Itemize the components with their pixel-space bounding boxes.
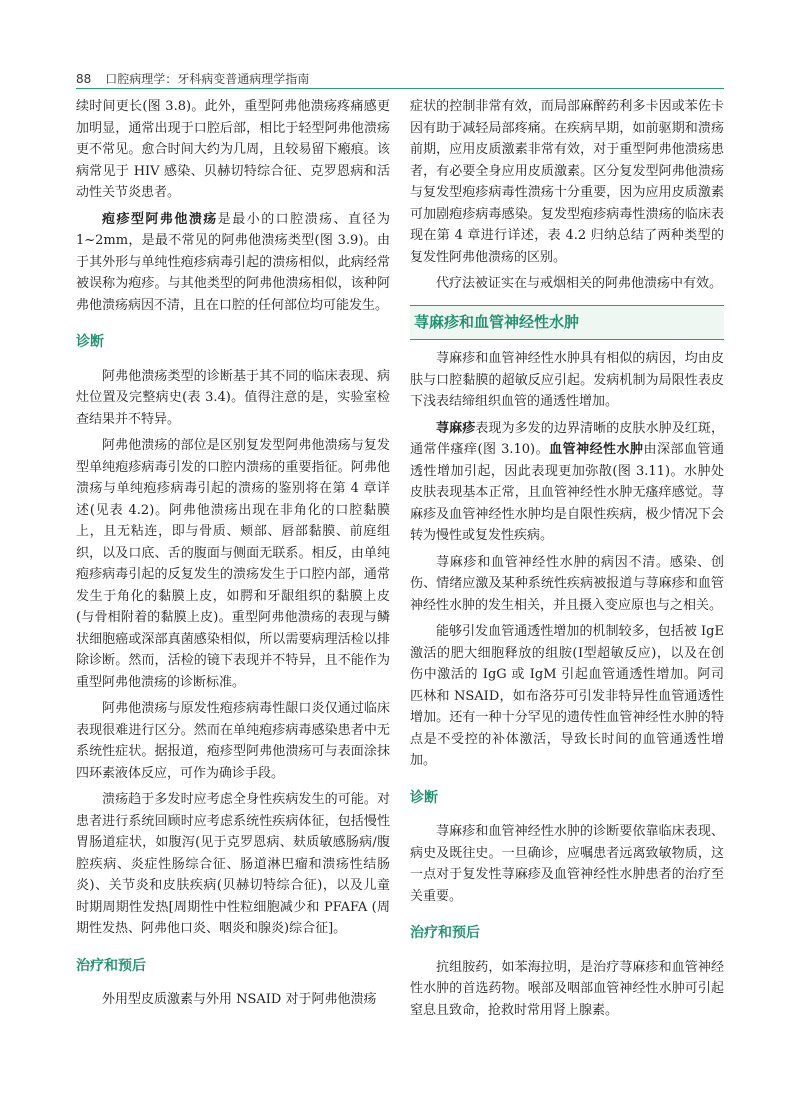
paragraph: 抗组胺药，如苯海拉明，是治疗荨麻疹和血管神经性水肿的首选药物。喉部及咽部血管神经性水肿可引起窒息且致命，抢救时常用肾上腺素。 <box>410 959 724 1018</box>
subheading-treatment: 治疗和预后 <box>76 957 146 974</box>
paragraph: 荨麻疹表现为多发的边界清晰的皮肤水肿及红斑，通常伴瘙痒(图 3.10)。血管神经性水肿由深部血管通透性增加引起，因此表现更加弥散(图 3.11)。水肿处皮肤表现基本正常，且血管神经性水肿无瘙痒感觉。荨麻疹及血管神经性水肿均是自限性疾病，极少情况下会转为慢性或复发性疾病。 <box>410 420 724 543</box>
paragraph: 荨麻疹和血管神经性水肿的诊断要依靠临床表现、病史及既往史。一旦确诊，应嘱患者远离致敏物质，这一点对于复发性荨麻疹及血管神经性水肿患者的治疗至关重要。 <box>410 824 724 904</box>
paragraph: 疱疹型阿弗他溃疡是最小的口腔溃疡、直径为 1~2mm，是最不常见的阿弗他溃疡类型(图 3.9)。由于其外形与单纯性疱疹病毒引起的溃疡相似，此病经常被误称为疱疹。与其他类型的阿弗他溃疡相似，该种阿弗他溃疡病因不清，且在口腔的任何部位均可能发生。 <box>76 211 390 313</box>
left-column <box>76 96 390 1011</box>
paragraph: 外用型皮质激素与外用 NSAID 对于阿弗他溃疡 <box>102 992 377 1007</box>
paragraph: 能够引发血管通透性增加的机制较多，包括被 IgE 激活的肥大细胞释放的组胺(Ⅰ型超敏反应)，以及在创伤中激活的 IgG 或 IgM 引起血管通透性增加。阿司匹林和 NSAID，如布洛芬可引发非特异性血管通透性增加。还有一种十分罕见的遗传性血管神经性水肿的特点是不受控的补体激活，导致长时间的血管通透性增加。 <box>410 624 724 768</box>
term-urticaria: 荨麻疹 <box>436 420 476 436</box>
paragraph: 溃疡趋于多发时应考虑全身性疾病发生的可能。对患者进行系统回顾时应考虑系统性疾病体征，包括慢性胃肠道症状，如腹泻(见于克罗恩病、麸质敏感肠病/腹腔疾病、炎症性肠综合征、肠道淋巴瘤和溃疡性结肠炎)、关节炎和皮肤疾病(贝赫切特综合征)，以及儿童时期周期性发热[周期性中性粒细胞减少和 PFAFA (周期性发热、阿弗他口炎、咽炎和腺炎)综合征]。 <box>76 792 390 936</box>
paragraph: 阿弗他溃疡类型的诊断基于其不同的临床表现、病灶位置及完整病史(表 3.4)。值得注意的是，实验室检查结果并不特异。 <box>76 368 390 427</box>
subheading-diagnosis: 诊断 <box>76 334 104 350</box>
subheading-diagnosis: 诊断 <box>410 789 438 806</box>
term-angioedema: 血管神经性水肿 <box>549 442 644 457</box>
subheading-treatment: 治疗和预后 <box>410 925 480 941</box>
paragraph: 代疗法被证实在与戒烟相关的阿弗他溃疡中有效。 <box>436 276 723 291</box>
paragraph: 阿弗他溃疡的部位是区别复发型阿弗他溃疡与复发型单纯疱疹病毒引发的口腔内溃疡的重要指征。阿弗他溃疡与单纯疱疹病毒引起的溃疡的鉴别将在第 4 章详述(见表 4.2)。阿弗他溃疡出现在非角化的口腔黏膜上，且无粘连，即与骨质、颊部、唇部黏膜、前庭组织，以及口底、舌的腹面与侧面无联系。相反，由单纯疱疹病毒引起的反复发生的溃疡发生于口腔内部，通常发生于角化的黏膜上皮，如腭和牙龈组织的黏膜上皮(与骨相附着的黏膜上皮)。重型阿弗他溃疡的表现与鳞状细胞癌或深部真菌感染相似，所以需要病理活检以排除诊断。然而，活检的镜下表现并不特异，且不能作为重型阿弗他溃疡的诊断标准。 <box>76 438 390 690</box>
paragraph: 荨麻疹和血管神经性水肿的病因不清。感染、创伤、情绪应激及某种系统性疾病被报道与荨麻疹和血管神经性水肿的发生相关，并且摄入变应原也与之相关。 <box>410 554 724 613</box>
paragraph: 荨麻疹和血管神经性水肿具有相似的病因，均由皮肤与口腔黏膜的超敏反应引起。发病机制为局限性表皮下浅表结缔组织血管的通透性增加。 <box>410 351 724 409</box>
running-title: 口腔病理学：牙科病变普通病理学指南 <box>105 72 310 86</box>
right-column <box>410 96 724 1021</box>
section-heading-urticaria: 荨麻疹和血管神经性水肿 <box>410 305 724 341</box>
term-herpetiform-aphthae: 疱疹型阿弗他溃疡 <box>102 211 218 227</box>
running-head <box>76 70 309 87</box>
paragraph: 阿弗他溃疡与原发性疱疹病毒性龈口炎仅通过临床表现很难进行区分。然而在单纯疱疹病毒感染患者中无系统性症状。据报道，疱疹型阿弗他溃疡可与表面涂抹四环素液体反应，可作为确诊手段。 <box>76 701 390 781</box>
paragraph: 续时间更长(图 3.8)。此外，重型阿弗他溃疡疼痛感更加明显，通常出现于口腔后部，相比于轻型阿弗他溃疡更不常见。愈合时间大约为几周，且较易留下瘢痕。该病常见于 HIV 感染、贝赫切特综合征、克罗恩病和活动性关节炎患者。 <box>76 99 390 200</box>
paragraph: 症状的控制非常有效，而局部麻醉药利多卡因或苯佐卡因有助于减轻局部疼痛。在疾病早期，如前驱期和溃疡前期，应用皮质激素非常有效，对于重型阿弗他溃疡患者，有必要全身应用皮质激素。区分复发型阿弗他溃疡与复发型疱疹病毒性溃疡十分重要，因为应用皮质激素可加剧疱疹病毒感染。复发型疱疹病毒性溃疡的临床表现在第 4 章进行详述，表 4.2 归纳总结了两种类型的复发性阿弗他溃疡的区别。 <box>410 99 724 265</box>
page-number: 88 <box>76 72 92 86</box>
header-rule <box>76 88 724 89</box>
